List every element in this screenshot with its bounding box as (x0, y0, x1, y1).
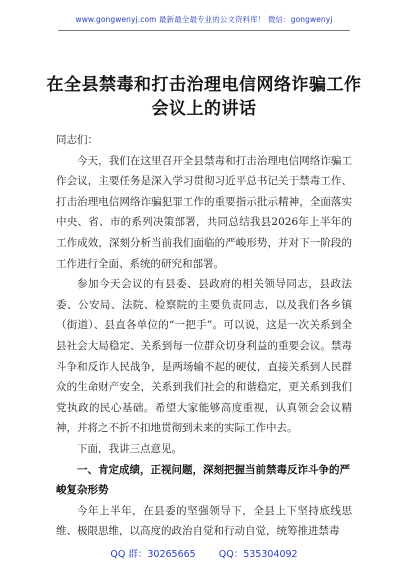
qq-group-label: QQ 群：30265665 (110, 549, 196, 560)
paragraph-section-1: 今年上半年，在县委的坚强领导下，全县上下坚持底线思维、极限思维，以高度的政治自觉和行动自觉，统筹推进禁毒 (56, 504, 352, 538)
section-heading-1: 一、肯定成绩，正视问题，深刻把握当前禁毒反诈斗争的严峻复杂形势 (56, 463, 350, 497)
paragraph-opening: 今天，我们在这里召开全县禁毒和打击治理电信网络诈骗工作会议，主要任务是深入学习贯彻习近平总书记关于禁毒工作、打击治理电信网络诈骗犯罪工作的重要指示批示精神，全面落实中央、省、市的系列决策部署，共同总结我县2026年上半年的工作成效，深刻分析当前我们面临的严峻形势，并对下一阶段的工作进行全面、系统的研究和部署。 (56, 154, 352, 270)
paragraph-outline: 下面，我讲三点意见。 (77, 442, 182, 455)
contact-footer (0, 546, 408, 560)
paragraph-attendees: 参加今天会议的有县委、县政府的相关领导同志，县政法委、公安局、法院、检察院的主要负责同志，以及我们各乡镇（街道）、县直各单位的“一把手”。可以说，这是一次关系到全县社会大局稳定、关系到每一位群众切身利益的重要会议。禁毒斗争和反诈人民战争，是两场输不起的硬仗，直接关系到人民群众的生命财产安全，关系到我们社会的和谐稳定，更关系到我们党执政的民心基础。希望大家能够高度重视，认真领会会议精神，并将之不折不扣地贯彻到未来的实际工作中去。 (56, 278, 352, 435)
header-divider (58, 30, 350, 31)
qq-label: QQ：535304092 (218, 549, 298, 560)
salutation: 同志们： (56, 134, 98, 146)
site-header-banner: www.gongwenyj.com 最新最全最专业的公文资料库！ 微信：gongwenyj (75, 15, 333, 24)
document-body (56, 130, 352, 542)
document-title-line1: 在全县禁毒和打击治理电信网络诈骗工作 (46, 75, 362, 95)
document-title-line2: 会议上的讲话 (151, 99, 257, 119)
